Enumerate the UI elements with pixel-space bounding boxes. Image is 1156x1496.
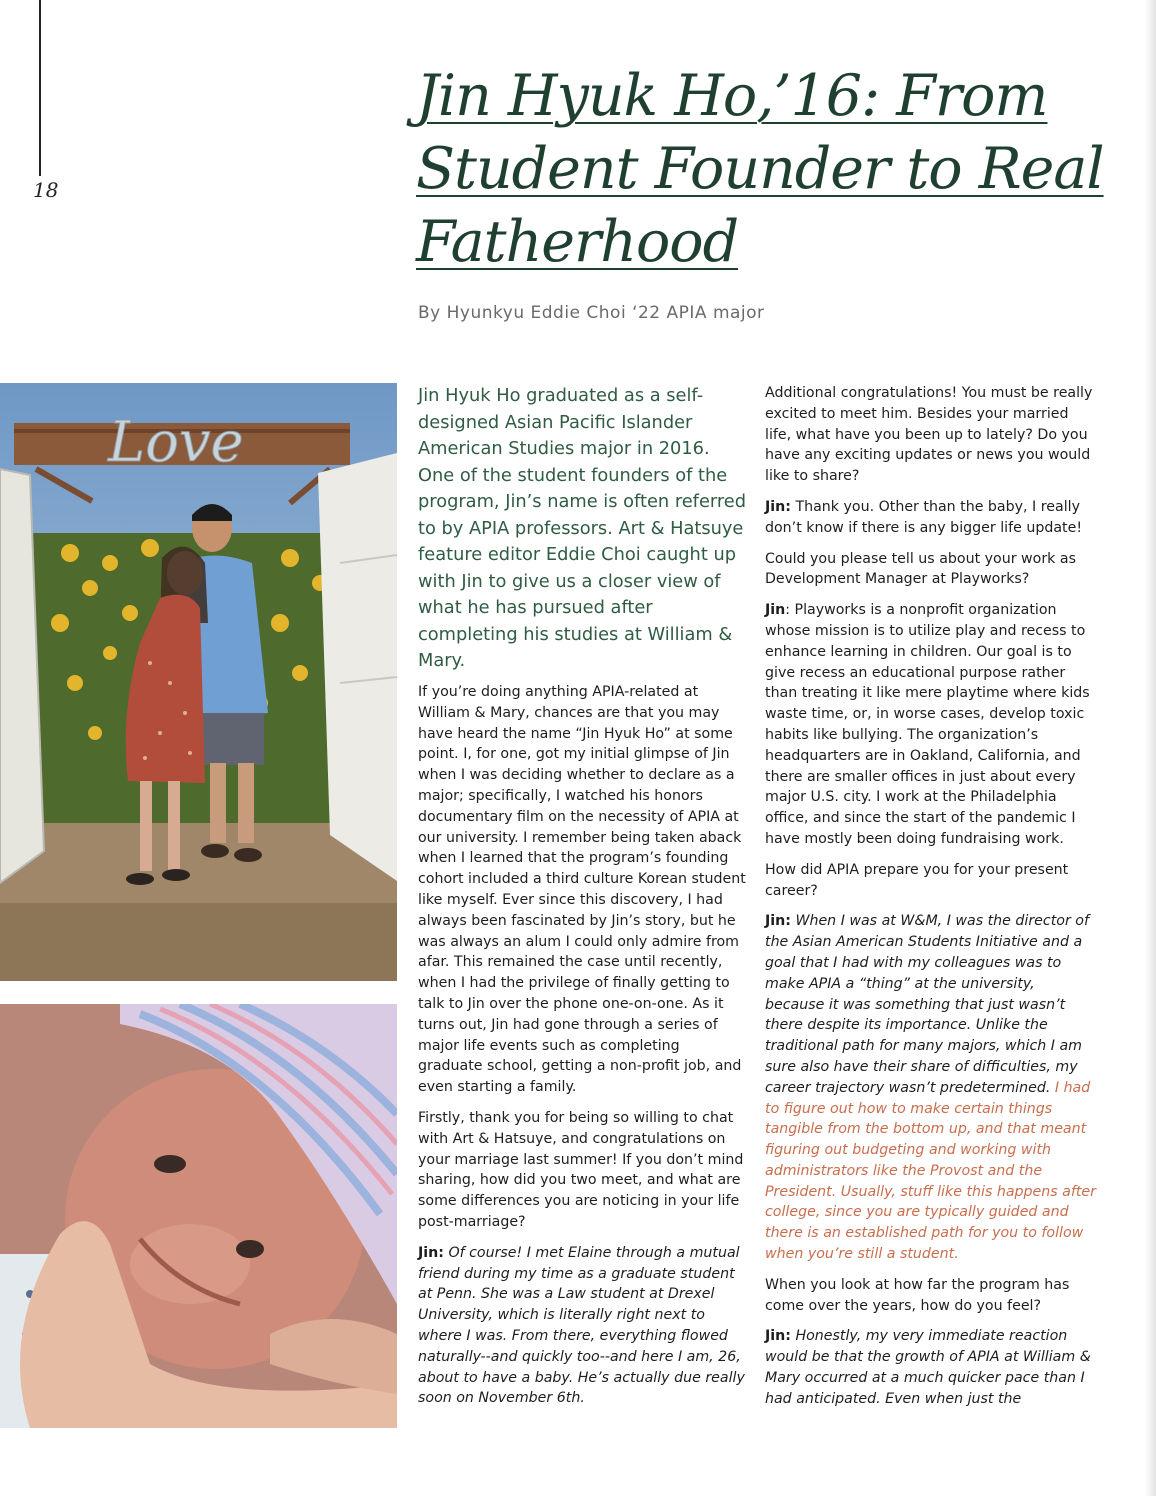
answer-text: Of course! I met Elaine through a mutual friend during my time as a graduate student at Penn. She was a Law student at Drexel University, which is literally right next to where I was. From there, everything flowed naturally--and quickly too--and here I am, 26, about to have a baby. He’s actually due really soon on November 6th. (418, 1244, 745, 1407)
interview-answer (765, 1326, 1097, 1409)
right-column (765, 383, 1097, 1420)
speaker-label: Jin (765, 602, 786, 619)
highlighted-quote: I had to figure out how to make certain things tangible from the bottom up, and that meant figuring out budgeting and working with administrators like the Provost and the President. Usually, stuff like this happens after college, since you are typically guided and there is an established path for you to follow when you’re still a student. (765, 1079, 1096, 1263)
answer-text: : Playworks is a nonprofit organization whose mission is to utilize play and recess to enhance learning in children. Our goal is to give recess an educational purpose rather than treating it like mere playtime where kids waste time, or, in worse cases, develop toxic habits like bullying. The organization’s headquarters are in Oakland, California, and there are smaller offices in just about every major U.S. city. I work at the Philadelphia office, and since the start of the pandemic I have mostly been doing fundraising work. (765, 602, 1090, 847)
baby-photo (0, 1004, 397, 1428)
couple-photo-illustration (0, 383, 397, 981)
page-edge-shadow (1144, 0, 1156, 1496)
answer-text: Thank you. Other than the baby, I really don’t know if there is any bigger life update! (765, 498, 1083, 536)
interview-answer (765, 497, 1097, 539)
interview-question: How did APIA prepare you for your present career? (765, 861, 1069, 899)
title-line: Jin Hyuk Ho,’16: From (416, 63, 1048, 129)
body-paragraph: If you’re doing anything APIA-related at William & Mary, chances are that you may have heard the name “Jin Hyuk Ho” at some point. I, for one, got my initial glimpse of Jin when I was deciding whether to declare as a major; specifically, I watched his honors documentary film on the necessity of APIA at our university. I remember being taken aback when I learned that the program’s founding cohort included a third culture Korean student like myself. Ever since this discovery, I had always been fascinated by Jin’s story, but he was always an alum I could only admire from afar. This remained the case until recently, when I had the privilege of finally getting to talk to Jin over the phone one-on-one. As it turns out, Jin had gone through a series of major life events such as completing graduate school, getting a non-profit job, and even starting a family. (418, 684, 746, 1096)
margin-rule (39, 0, 41, 176)
article-title (416, 60, 1106, 279)
speaker-label: Jin: (765, 1328, 791, 1345)
page-number: 18 (33, 178, 59, 202)
article-intro: Jin Hyuk Ho graduated as a self-designed Asian Pacific Islander American Studies major in 2016. One of the student founders of the program, Jin’s name is often referred to by APIA professors. Art & Hatsuye feature editor Eddie Choi caught up with Jin to give us a closer view of what he has pursued after completing his studies at William & Mary. (418, 385, 747, 671)
interview-question: Additional congratulations! You must be really excited to meet him. Besides your married life, what have you been up to lately? Do you have any exciting updates or news you would like to share? (765, 385, 1093, 485)
baby-photo-illustration (0, 1004, 397, 1428)
speaker-label: Jin: (765, 498, 791, 515)
interview-question: Firstly, thank you for being so willing to chat with Art & Hatsuye, and congratulations on your marriage last summer! If you don’t mind sharing, how did you two meet, and what are some differences you are noticing in your life post-marriage? (418, 1109, 744, 1230)
speaker-label: Jin: (418, 1244, 444, 1261)
answer-text: Honestly, my very immediate reaction would be that the growth of APIA at William & Mary occurred at a much quicker pace than I had anticipated. Even when just the (765, 1328, 1091, 1407)
couple-photo (0, 383, 397, 981)
interview-question: When you look at how far the program has come over the years, how do you feel? (765, 1276, 1070, 1314)
love-sign: Love (108, 410, 244, 475)
byline: By Hyunkyu Eddie Choi ‘22 APIA major (418, 303, 765, 323)
title-line: Fatherhood (416, 209, 739, 275)
interview-question: Could you please tell us about your work as Development Manager at Playworks? (765, 550, 1076, 588)
interview-answer (418, 1243, 746, 1409)
interview-answer (765, 600, 1097, 850)
left-column (418, 682, 746, 1419)
interview-answer (765, 911, 1097, 1265)
speaker-label: Jin: (765, 913, 791, 930)
title-line: Student Founder to Real (416, 136, 1104, 202)
answer-text: When I was at W&M, I was the director of the Asian American Students Initiative and a goal that I had with my colleagues was to make APIA a “thing” at the university, because it was something that just wasn’t there despite its importance. Unlike the traditional path for many majors, which I am sure also have their share of difficulties, my career trajectory wasn’t predetermined. (765, 913, 1089, 1096)
